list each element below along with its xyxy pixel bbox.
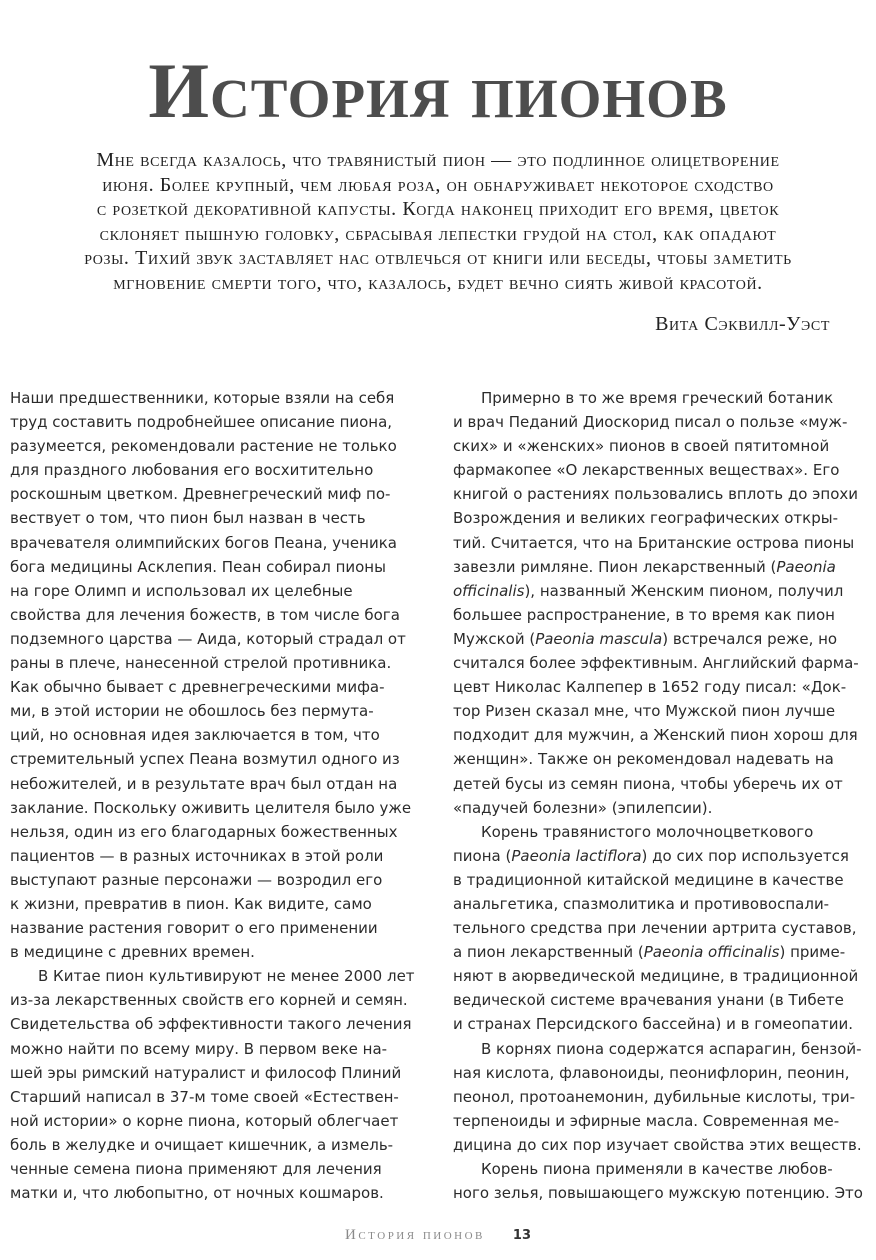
- right-text-column: [453, 386, 867, 1205]
- text-line: В корнях пиона содержатся аспарагин, бензой-: [481, 1039, 862, 1058]
- text-line: подходит для мужчин, а Женский пион хорош для: [453, 726, 858, 745]
- chapter-title: История пионов: [148, 52, 728, 131]
- text-line: ведической системе врачевания унани (в Тибете: [453, 991, 844, 1010]
- running-title: История пионов: [345, 1227, 485, 1243]
- text-line: тор Ризен сказал мне, что Мужской пион лучше: [453, 702, 836, 721]
- text-line: для праздного любования его восхитительно: [10, 461, 374, 480]
- text-line: Корень травянистого молочноцветкового: [481, 822, 814, 841]
- text-line: можно найти по всему миру. В первом веке на-: [10, 1039, 388, 1058]
- epigraph-author: Вита Сэквилл-Уэст: [655, 313, 830, 335]
- left-text-column: [10, 386, 430, 1205]
- text-line: ских» и «женских» пионов в своей пятитомной: [453, 437, 830, 456]
- epigraph-line: с розеткой декоративной капусты. Когда наконец приходит его время, цветок: [96, 198, 780, 220]
- text-line: врачевателя олимпийских богов Пеана, ученика: [10, 533, 397, 552]
- text-line: труд составить подробнейшее описание пиона,: [10, 413, 393, 432]
- text-line: В Китае пион культивируют не менее 2000 лет: [38, 967, 415, 986]
- text-line: пациентов — в разных источниках в этой роли: [10, 846, 384, 865]
- text-line: выступают разные персонажи — возродил его: [10, 870, 383, 889]
- epigraph-line: июня. Более крупный, чем любая роза, он обнаруживает некоторое сходство: [102, 173, 774, 196]
- text-line: пеонол, протоанемонин, дубильные кислоты, три-: [453, 1087, 856, 1106]
- text-line: Корень пиона применяли в качестве любов-: [481, 1160, 833, 1178]
- text-line: в медицине с древних времен.: [10, 943, 255, 962]
- text-line: боль в желудке и очищает кишечник, а измель-: [10, 1135, 394, 1154]
- text-line: ной истории» о корне пиона, который облегчает: [10, 1111, 399, 1130]
- text-line: ного зелья, повышающего мужскую потенцию. Это: [453, 1184, 863, 1203]
- text-line: Наши предшественники, которые взяли на себя: [10, 389, 395, 407]
- text-line: шей эры римский натуралист и философ Плиний: [10, 1063, 402, 1082]
- text-line: Старший написал в 37-м томе своей «Естествен-: [10, 1087, 399, 1106]
- text-line: и странах Персидского бассейна) и в гомеопатии.: [453, 1015, 854, 1034]
- text-line: нельзя, один из его благодарных божественных: [10, 822, 398, 841]
- epigraph-line: розы. Тихий звук заставляет нас отвлечься от книги или беседы, чтобы заметить: [84, 247, 792, 269]
- text-line: ми, в этой истории не обошлось без пермута-: [10, 702, 374, 721]
- text-line: раны в плече, нанесенной стрелой противника.: [10, 654, 392, 673]
- epigraph-quote: [52, 148, 824, 295]
- text-line: Примерно в то же время греческий ботаник: [481, 389, 834, 407]
- text-line: разумеется, рекомендовали растение не только: [10, 437, 397, 456]
- text-line: фармакопее «О лекарственных веществах». Его: [453, 461, 840, 480]
- text-line: матки и, что любопытно, от ночных кошмаров.: [10, 1184, 384, 1203]
- text-line: Мужской (Paeonia mascula) встречался реже, но: [453, 629, 838, 648]
- text-line: Как обычно бывает с древнегреческими мифа-: [10, 678, 385, 697]
- text-line: ченные семена пиона применяют для лечения: [10, 1160, 382, 1178]
- text-line: «падучей болезни» (эпилепсии).: [453, 798, 713, 817]
- text-line: бога медицины Асклепия. Пеан собирал пионы: [10, 557, 386, 576]
- text-line: Свидетельства об эффективности такого лечения: [10, 1015, 412, 1034]
- text-line: а пион лекарственный (Paeonia officinalis) приме-: [453, 943, 846, 962]
- text-line: пиона (Paeonia lactiflora) до сих пор используется: [453, 846, 849, 865]
- text-line: терпеноиды и эфирные масла. Современная ме-: [453, 1111, 840, 1130]
- text-line: считался более эффективным. Английский фарма-: [453, 654, 859, 673]
- text-line: завезли римляне. Пион лекарственный (Paeonia: [453, 557, 836, 576]
- page-footer: [0, 1226, 876, 1246]
- text-line: ная кислота, флавоноиды, пеонифлорин, пеонин,: [453, 1063, 850, 1082]
- text-line: название растения говорит о его применении: [10, 919, 378, 938]
- text-line: дицина до сих пор изучает свойства этих веществ.: [453, 1135, 862, 1154]
- text-line: анальгетика, спазмолитика и противовоспали-: [453, 894, 830, 913]
- epigraph-line: Мне всегда казалось, что травянистый пион — это подлинное олицетворение: [96, 149, 780, 171]
- text-line: тий. Считается, что на Британские острова пионы: [453, 533, 855, 552]
- text-line: роскошным цветком. Древнегреческий миф по-: [10, 485, 391, 504]
- text-line: стремительный успех Пеана возмутил одного из: [10, 750, 400, 769]
- epigraph-line: склоняет пышную головку, сбрасывая лепестки грудой на стол, как опадают: [99, 222, 777, 245]
- text-line: к жизни, превратив в пион. Как видите, само: [10, 894, 372, 913]
- text-line: свойства для лечения божеств, в том числе бога: [10, 605, 400, 624]
- epigraph-line: мгновение смерти того, что, казалось, будет вечно сиять живой красотой.: [113, 271, 763, 294]
- text-line: цевт Николас Калпепер в 1652 году писал: «Док-: [453, 678, 847, 697]
- text-line: книгой о растениях пользовались вплоть до эпохи: [453, 485, 858, 504]
- text-line: тельного средства при лечении артрита суставов,: [453, 919, 857, 938]
- text-line: officinalis), названный Женским пионом, получил: [453, 581, 844, 600]
- text-line: детей бусы из семян пиона, чтобы уберечь их от: [453, 774, 843, 793]
- text-line: подземного царства — Аида, который страдал от: [10, 629, 406, 648]
- page-number: 13: [512, 1228, 531, 1243]
- text-line: на горе Олимп и использовал их целебные: [10, 581, 353, 600]
- text-line: женщин». Также он рекомендовал надевать на: [453, 750, 834, 769]
- text-line: и врач Педаний Диоскорид писал о пользе «муж-: [453, 413, 848, 432]
- text-line: вествует о том, что пион был назван в честь: [10, 509, 366, 528]
- text-line: небожителей, и в результате врач был отдан на: [10, 774, 398, 793]
- text-line: из-за лекарственных свойств его корней и семян.: [10, 991, 408, 1010]
- text-line: большее распространение, в то время как пион: [453, 605, 835, 624]
- text-line: ций, но основная идея заключается в том, что: [10, 726, 380, 745]
- text-line: заклание. Поскольку оживить целителя было уже: [10, 798, 412, 817]
- text-line: Возрождения и великих географических откры-: [453, 509, 838, 528]
- text-line: няют в аюрведической медицине, в традиционной: [453, 967, 859, 986]
- text-line: в традиционной китайской медицине в качестве: [453, 870, 844, 889]
